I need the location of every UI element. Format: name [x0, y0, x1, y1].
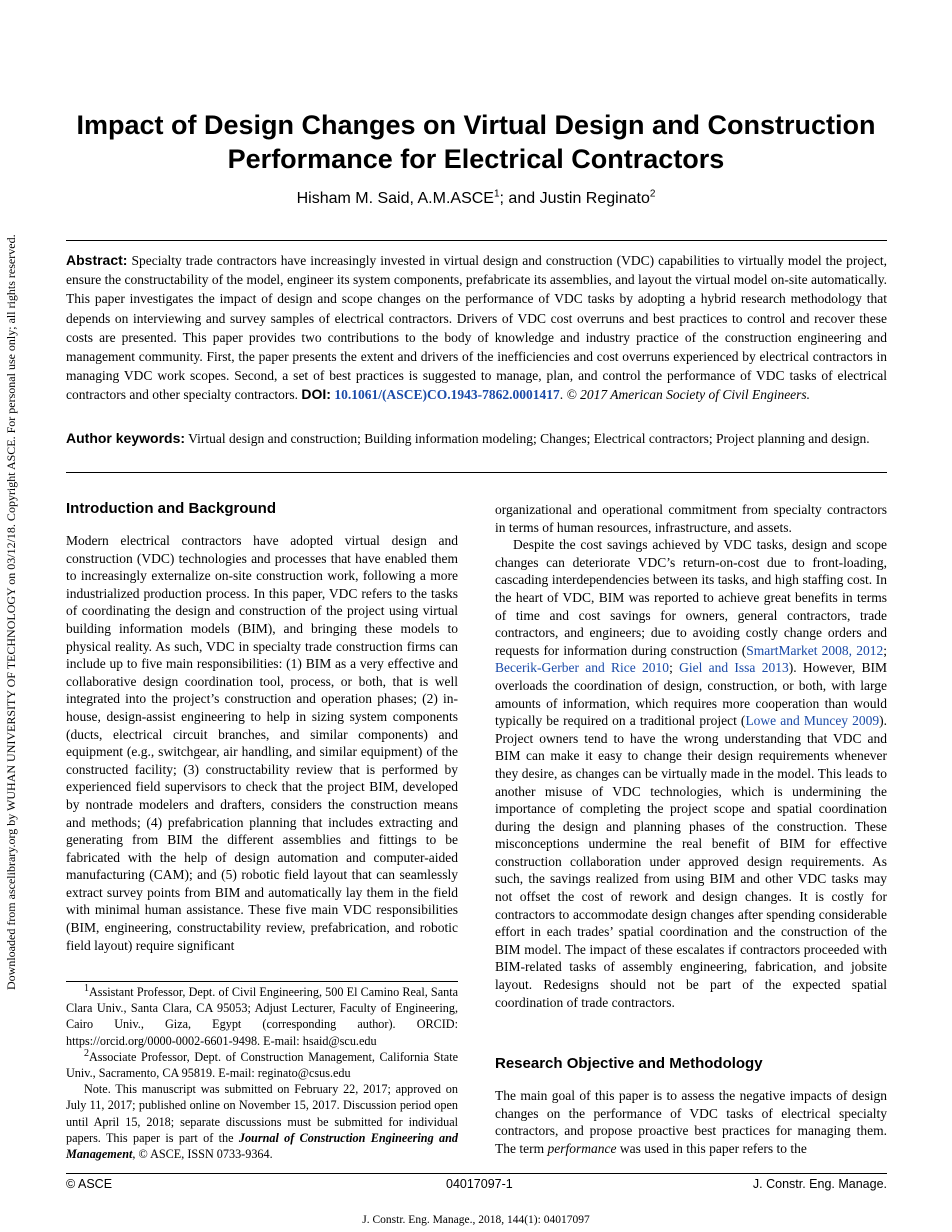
- intro-paragraph: Modern electrical contractors have adopted virtual design and construction (VDC) technologies and processes that have enabled them to increasingly externalize on-site construction work, following a more industrialized production process. In this paper, VDC refers to the tasks of coordinating the design and construction of the project using virtual building information models (BIM), and bringing these models to physical reality. As such, VDC in specialty trade construction firms can include up to five main responsibilities: (1) BIM as a very effective and collaborative design coordination tool, process, or both, that is well integrated into the project’s construction and operation phases; (2) in-house, design-assist engineering to help in sizing system components (ducts, electrical circuit branches, and similar components) and equipment (e.g., switchgear, air handling, and similar equipment) of the constructed facility; (3) constructability review that is performed by experienced field supervisors to check that the project BIM, developed by nontrade modelers and drafters, considers the construction means and methods; (4) prefabrication planning that includes extracting and generating from BIM the different assemblies and fittings to be fabricated with the help of design automation and computer-aided manufacturing (CAM); and (5) robotic field layout that can seamlessly extract survey points from BIM and automatically lay them in the field with minimal human assistance. These five main VDC responsibilities (BIM, engineering, constructability review, prefabrication, and robotic field layout) require significant: [66, 533, 458, 953]
- right-paragraph-1-text-b: ). However, BIM overloads the coordination of design, construction, or both, with large amounts of information, which requires more cooperation than would typically be required on a traditional project (: [495, 660, 887, 729]
- ref-separator-2: ;: [669, 660, 680, 676]
- right-paragraph-1: [495, 536, 887, 1011]
- ref-lowe-muncey[interactable]: Lowe and Muncey 2009: [745, 713, 880, 729]
- footnote-rule: [66, 981, 458, 982]
- page-footer: [66, 1173, 887, 1191]
- doi-label: DOI:: [301, 386, 331, 403]
- footnote-1-text: Assistant Professor, Dept. of Civil Engineering, 500 El Camino Real, Santa Clara Univ., Santa Clara, CA 95053; Adjust Lecturer, Faculty of Engineering, Cairo Univ., Giza, Egypt (corresponding author). ORCID: https://orcid.org/0000-0002-6601-9498. E-mail: hsaid@scu.edu: [66, 985, 458, 1048]
- footnote-2-text: Associate Professor, Dept. of Construction Management, California State Univ., Sacramento, CA 95819. E-mail: reginato@csus.edu: [66, 1049, 458, 1081]
- author-1-affil: 1: [493, 188, 500, 200]
- footer-journal: J. Constr. Eng. Manage.: [752, 1177, 887, 1191]
- research-term: performance: [547, 1140, 617, 1156]
- footnote-2: [66, 1049, 458, 1081]
- submission-note: [66, 1081, 458, 1162]
- author-keywords: [66, 429, 887, 448]
- research-column: [495, 1087, 887, 1157]
- right-column: [495, 501, 887, 1011]
- author-1: Hisham M. Said, A.M.ASCE: [296, 190, 494, 207]
- keywords-text: Virtual design and construction; Building information modeling; Changes; Electrical contractors; Project planning and design.: [185, 431, 870, 446]
- research-text-a: The main goal of this paper is to assess the negative impacts of design changes on the performance of VDC tasks of electrical specialty contractors, and propose proactive best practices for managing them. The term: [495, 1088, 887, 1156]
- submission-note-text: Note. This manuscript was submitted on February 22, 2017; approved on July 11, 2017; published online on November 15, 2017. Discussion period open until April 15, 2018; separate discussions must be submitted for individual papers. This paper is part of the: [66, 1082, 458, 1145]
- ref-separator-1: ;: [883, 642, 887, 658]
- issn-text: , © ASCE, ISSN 0733-9364.: [132, 1147, 273, 1162]
- journal-name: Journal of Construction Engineering and Management: [66, 1130, 458, 1162]
- footnote-1-marker: 1: [84, 982, 89, 994]
- author-line: [66, 190, 886, 208]
- copyright-notice: © 2017 American Society of Civil Engineers.: [566, 387, 811, 403]
- footnote-1: [66, 984, 458, 1049]
- abstract: Abstract: Specialty trade contractors have increasingly invested in virtual design and construction (VDC) capabilities to virtually model the project, ensure the constructability of the model, engineer its system components, prefabricate its assemblies, and layout the virtual model on-site automatically. This paper investigates the impact of design and scope changes on the performance of VDC tasks by adopting a hybrid research methodology that depends on interviewing and survey samples of electrical contractors. Drivers of VDC cost overruns and best practices to control and recover these costs are presented. This paper provides two contributions to the body of knowledge and industry practice of the construction engineering and management community. First, the paper presents the extent and drivers of the inefficiencies and cost overruns experienced by electrical contractors in managing VDC work scopes. Second, a set of best practices is suggested to manage, plan, and control the performance of VDC tasks of electrical contractors and other specialty contractors. DOI: 10.1061/(ASCE)CO.1943-7862.0001417. © 2017 American Society of Civil Engineers.: [66, 252, 887, 403]
- citation-line: J. Constr. Eng. Manage., 2018, 144(1): 04017097: [362, 1214, 590, 1226]
- doi-link[interactable]: 10.1061/(ASCE)CO.1943-7862.0001417: [334, 387, 560, 403]
- abstract-top-rule: [66, 240, 887, 241]
- author-separator: ; and Justin Reginato: [499, 190, 650, 207]
- ref-giel-issa[interactable]: Giel and Issa 2013: [679, 660, 789, 676]
- intro-heading: Introduction and Background: [66, 500, 276, 517]
- research-paragraph: [495, 1087, 887, 1157]
- footnotes: [66, 984, 458, 1162]
- author-2-affil: 2: [649, 188, 656, 200]
- paper-title: Impact of Design Changes on Virtual Design and Construction Performance for Electrical Contractors: [76, 110, 876, 174]
- footer-left: © ASCE: [66, 1177, 113, 1191]
- download-notice: [2, 210, 20, 990]
- ref-smartmarket[interactable]: SmartMarket 2008, 2012: [746, 642, 884, 658]
- research-text-b: was used in this paper refers to the: [616, 1140, 807, 1156]
- footnote-2-marker: 2: [84, 1047, 89, 1059]
- download-notice-text: Downloaded from ascelibrary.org by WUHAN UNIVERSITY OF TECHNOLOGY on 03/12/18. Copyright ASCE. For personal use only; all rights reserved.: [4, 234, 18, 990]
- left-column: [66, 532, 458, 954]
- right-paragraph-1-text-c: ). Project owners tend to have the wrong understanding that VDC and BIM can make it easy to change their design requirements whenever they desire, as changes can be virtually made in the model. This leads to another misuse of VDC technologies, which is undermining the importance of completing the project scope and spatial coordination during the design and planning phases of the construction. These misconceptions undermine the real benefit of BIM for effective construction collaboration under approved design requirements. As such, the savings realized from using BIM and other VDC tasks may not offset the cost of rework and design changes. It is costly for contractors to accommodate design changes after spending considerable effort in each trades’ spatial coordination and the construction of the BIM model. The impact of these escalates if contractors proceeded with BIM-related tasks of assembly engineering, fabrication, and jobsite layout. Redesigns should not be part of the expected spatial coordination of trade contractors.: [495, 713, 888, 1010]
- ref-becerik-gerber[interactable]: Becerik-Gerber and Rice 2010: [495, 660, 670, 676]
- abstract-label: Abstract:: [66, 252, 128, 268]
- right-paragraph-1-text-a: Despite the cost savings achieved by VDC tasks, design and scope changes can deteriorate VDC’s return-on-cost due to front-loading, cascading interdependencies between its tasks, and high staffing cost. In the heart of VDC, BIM was reported to achieve great benefits in terms of time and cost savings for owners, general contractors, trade contractors, and engineers; due to avoiding costly change orders and requests for information during construction (: [495, 537, 887, 658]
- research-heading: Research Objective and Methodology: [495, 1055, 763, 1072]
- abstract-text: Specialty trade contractors have increasingly invested in virtual design and construction (VDC) capabilities to virtually model the project, ensure the constructability of the model, engineer its system components, prefabricate its assemblies, and layout the virtual model on-site automatically. This paper investigates the impact of design and scope changes on the performance of VDC tasks by adopting a hybrid research methodology that depends on interviewing and survey samples of electrical contractors. Drivers of VDC cost overruns and best practices to control and recover these costs are presented. This paper provides two contributions to the body of knowledge and industry practice of the construction engineering and management community. First, the paper presents the extent and drivers of the inefficiencies and cost overruns experienced by electrical contractors in managing VDC work scopes. Second, a set of best practices is suggested to manage, plan, and control the performance of VDC tasks of electrical contractors and other specialty contractors.: [66, 253, 887, 403]
- keywords-label: Author keywords:: [66, 430, 186, 446]
- footer-page-id: 04017097-1: [446, 1177, 513, 1191]
- right-paragraph-0: organizational and operational commitment from specialty contractors in terms of human resources, infrastructure, and assets.: [495, 502, 887, 535]
- abstract-bottom-rule: [66, 472, 887, 473]
